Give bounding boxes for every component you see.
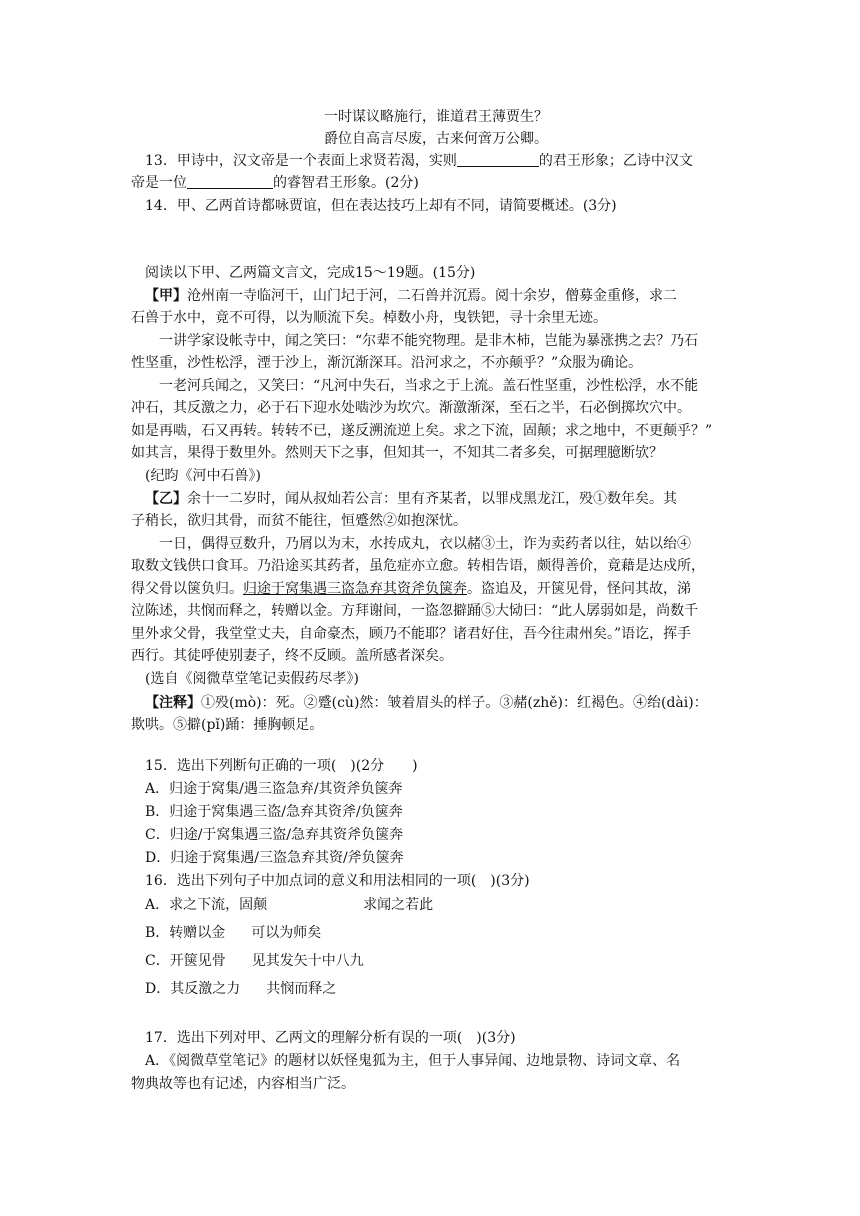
passage-jia-tag: 【甲】 [145,288,187,304]
passage-yi-line-8: 西行。其徒呼使别妻子，终不反顾。盖所感者深矣。 [131,648,453,664]
answer-blank-2[interactable] [187,173,273,189]
answer-blank-1[interactable] [457,151,539,167]
dotted-word: 之 [391,894,405,916]
question-17-option-a-line-1[interactable]: A．《阅微草堂笔记》的题材以妖怪鬼狐为主，但于人事异闻、边地景物、诗词文章、名 [145,1053,681,1069]
dotted-word: 以 [265,922,279,944]
passage-jia-line-2: 石兽于水中，竟不可得，以为顺流下矣。棹数小舟，曳铁钯，寻十余里无迹。 [131,310,607,326]
passage-yi-line-1: 【乙】余十一二岁时，闻从叔灿若公言：里有齐某者，以罪戍黑龙江，殁①数年矣。其 [145,491,677,507]
passage-yi-line-2: 子稍长，欲归其骨，而贫不能往，恒蹙然②如抱深忧。 [131,513,467,529]
question-16-stem: 16．选出下列句子中加点词的意义和用法相同的一项( )(3分) [145,873,530,889]
poem-line-2: 爵位自高言尽废，古来何啻万公卿。 [324,131,548,147]
underlined-sentence: 归途于窝集遇三盗急弃其资斧负箧奔 [243,581,467,597]
question-17-option-a-line-2: 物典故等也有记述，内容相当广泛。 [131,1076,355,1092]
passage-jia-line-8: 如其言，果得于数里外。然则天下之事，但知其一，不知其二者多矣，可据理臆断欤？ [131,445,663,461]
passage-jia-line-1: 【甲】沧州南一寺临河干，山门圮于河，二石兽并沉焉。阅十余岁，僧募金重修，求二 [145,288,677,304]
question-15-option-a[interactable]: A．归途于窝集/遇三盗急弃/其资斧负箧奔 [145,781,403,797]
notes-line-2: 欺哄。⑤擗(pǐ)踊：捶胸顿足。 [131,717,324,733]
passage-jia-line-3: 一讲学家设帐寺中，闻之笑曰：“尔辈不能究物理。是非木柿，岂能为暴涨携之去？乃石 [159,333,699,349]
question-17-stem: 17．选出下列对甲、乙两文的理解分析有误的一项( )(3分) [145,1030,516,1046]
notes-line-1: 【注释】①殁(mò)：死。②蹙(cù)然：皱着眉头的样子。③赭(zhě)：红褐色。④绐(dài)： [145,695,708,711]
dotted-word: 见 [252,950,266,972]
reading-intro: 阅读以下甲、乙两篇文言文，完成15～19题。(15分) [145,265,476,281]
passage-yi-source: (选自《阅微草堂笔记卖假药尽孝》) [145,671,359,687]
dotted-word: 见 [198,950,212,972]
passage-yi-line-3: 一日，偶得豆数升，乃屑以为末，水抟成丸，衣以赭③土，诈为卖药者以往，姑以绐④ [159,536,691,552]
passage-jia-line-5: 一老河兵闻之，又笑曰：“凡河中失石，当求之于上流。盖石性坚重，沙性松浮，水不能 [159,378,699,394]
question-16-option-c[interactable]: C．开箧见骨 见其发矢十中八九 [131,950,755,972]
question-13-line-1: 13．甲诗中，汉文帝是一个表面上求贤若渴，实则 的君王形象；乙诗中汉文 [145,153,693,169]
question-15-option-b[interactable]: B．归途于窝集遇三盗/急弃其资斧/负箧奔 [145,804,403,820]
question-16-option-b[interactable]: B．转赠以金 可以为师矣 [131,922,755,944]
dotted-word: 之 [212,978,226,1000]
dotted-word: 以 [197,922,211,944]
notes-tag: 【注释】 [145,695,201,711]
passage-jia-source: (纪昀《河中石兽》) [145,468,261,484]
dotted-word: 之 [183,894,197,916]
poem-line-1: 一时谋议略施行，谁道君王薄贾生？ [324,109,548,125]
question-13-line-2: 帝是一位 的睿智君王形象。(2分) [131,175,419,191]
question-15-stem: 15．选出下列断句正确的一项( )(2分 ) [145,758,418,774]
question-16-option-a[interactable]: A．求之下流，固颠 求闻之若此 [131,894,755,916]
passage-jia-line-6: 冲石，其反激之力，必于石下迎水处啮沙为坎穴。渐激渐深，至石之半，石必倒掷坎穴中。 [131,400,691,416]
passage-jia-line-4: 性坚重，沙性松浮，湮于沙上，渐沉渐深耳。沿河求之，不亦颠乎？”众服为确论。 [131,355,643,371]
question-16-option-d[interactable]: D．其反激之力 共悯而释之 [131,978,755,1000]
question-14: 14．甲、乙两首诗都咏贾谊，但在表达技巧上却有不同，请简要概述。(3分) [145,198,617,214]
passage-yi-line-7: 里外求父骨，我堂堂丈夫，自命豪杰，顾乃不能耶？诸君好住，吾今往肃州矣。”语讫，挥手 [131,626,692,642]
passage-yi-tag: 【乙】 [145,491,187,507]
passage-yi-line-6: 泣陈述，共悯而释之，转赠以金。方拜谢间，一盗忽擗踊⑤大恸曰：“此人孱弱如是，尚数千 [131,603,699,619]
question-15-option-c[interactable]: C．归途/于窝集遇三盗/急弃其资斧负箧奔 [145,827,404,843]
dotted-word: 之 [322,978,336,1000]
passage-yi-line-4: 取数文钱供口食耳。乃沿途买其药者，虽危症亦立愈。转相告语，颇得善价，竟藉是达戍所， [131,558,705,574]
question-15-option-d[interactable]: D．归途于窝集遇/三盗急弃其资/斧负箧奔 [145,850,404,866]
passage-yi-line-5: 得父骨以箧负归。归途于窝集遇三盗急弃其资斧负箧奔。盗追及，开箧见骨，怪问其故，涕 [131,581,691,597]
passage-jia-line-7: 如是再啮，石又再转。转转不已，遂反溯流逆上矣。求之下流，固颠；求之地中，不更颠乎？” [131,423,713,439]
